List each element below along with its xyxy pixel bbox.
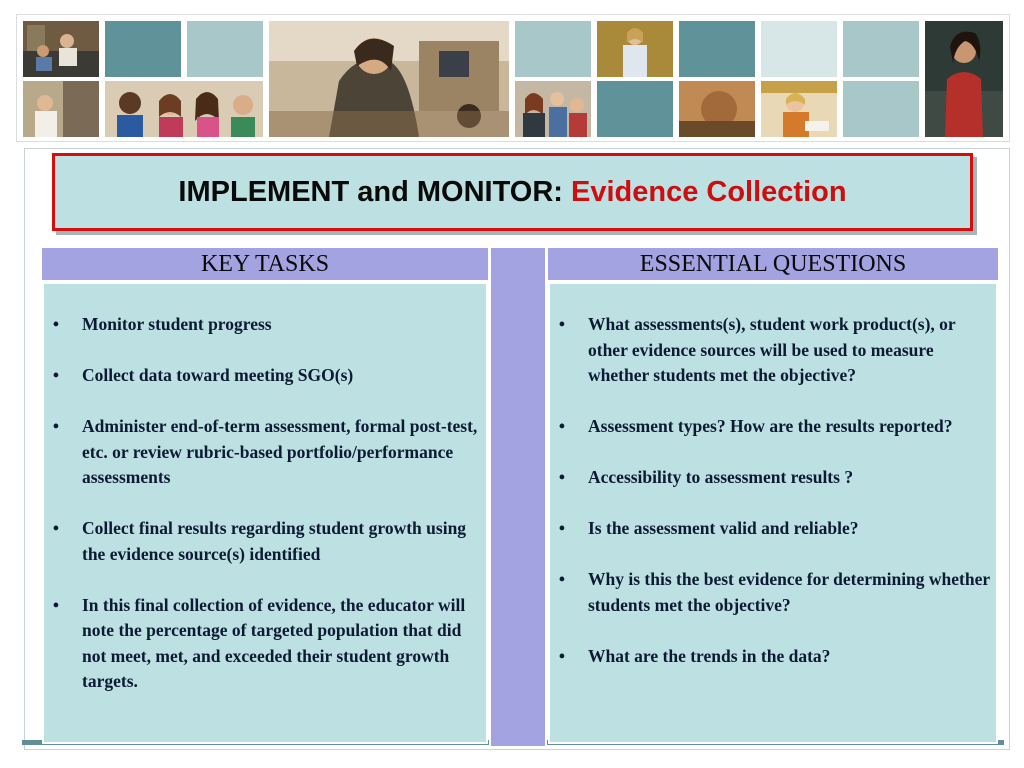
list-item-text: Accessibility to assessment results ? xyxy=(588,467,854,487)
banner-color-tile xyxy=(679,21,755,77)
list-item xyxy=(44,593,484,695)
student-photo xyxy=(23,81,99,137)
essential-questions-panel xyxy=(548,282,998,744)
list-item xyxy=(44,516,484,567)
column-divider xyxy=(489,248,547,746)
slide-title xyxy=(178,176,846,209)
list-item-text: Assessment types? How are the results reported? xyxy=(588,416,953,436)
bullet: • xyxy=(52,416,60,436)
banner-color-tile xyxy=(761,21,837,77)
bullet: • xyxy=(52,365,60,385)
list-item xyxy=(550,516,994,542)
bullet: • xyxy=(52,314,60,334)
students-in-library-photo xyxy=(23,21,99,77)
list-item xyxy=(44,312,484,338)
bullet: • xyxy=(52,518,60,538)
student-with-book-photo xyxy=(515,21,591,77)
list-item-text: Administer end-of-term assessment, formal post-test, etc. or review rubric-based portfolio/performance assessments xyxy=(82,416,478,487)
list-item-text: What assessments(s), student work product(s), or other evidence sources will be used to measure whether students met the objective? xyxy=(588,314,956,385)
bullet: • xyxy=(558,569,566,589)
list-item xyxy=(44,363,484,389)
banner-color-tile xyxy=(187,21,263,77)
bullet: • xyxy=(52,594,60,615)
essential-questions-list xyxy=(550,312,994,695)
teacher-standing-photo xyxy=(597,21,673,77)
key-tasks-header: KEY TASKS xyxy=(42,248,488,280)
bullet: • xyxy=(558,645,566,666)
list-item xyxy=(550,414,994,440)
bullet: • xyxy=(558,467,566,487)
title-accent: Evidence Collection xyxy=(571,175,847,208)
list-item xyxy=(550,465,994,491)
banner-color-tile xyxy=(597,81,673,137)
students-at-desk-photo xyxy=(515,81,591,137)
child-writing-photo xyxy=(761,81,837,137)
bullet: • xyxy=(558,416,566,436)
list-item-text: Is the assessment valid and reliable? xyxy=(588,518,859,538)
bullet: • xyxy=(558,314,566,334)
list-item-text: Collect final results regarding student growth using the evidence source(s) identified xyxy=(82,518,467,564)
essential-questions-header: ESSENTIAL QUESTIONS xyxy=(548,248,998,280)
title-main: IMPLEMENT and MONITOR: xyxy=(178,175,563,208)
key-tasks-list xyxy=(44,312,484,720)
list-item xyxy=(550,644,994,670)
key-tasks-panel xyxy=(42,282,488,744)
list-item-text: Collect data toward meeting SGO(s) xyxy=(82,365,354,385)
banner-color-tile xyxy=(843,81,919,137)
list-item xyxy=(550,567,994,618)
list-item xyxy=(550,312,994,389)
list-item-text: In this final collection of evidence, the educator will note the percentage of targeted population that did not meet, met, and exceeded their student growth targets. xyxy=(82,594,466,691)
students-group-photo xyxy=(105,81,263,137)
list-item-text: What are the trends in the data? xyxy=(588,645,831,666)
photo-banner xyxy=(16,14,1010,142)
title-box xyxy=(52,153,973,231)
classroom-teacher-photo xyxy=(269,21,509,137)
teacher-portrait-photo xyxy=(925,21,1003,137)
student-close-up-photo xyxy=(679,81,755,137)
list-item xyxy=(44,414,484,491)
banner-color-tile xyxy=(843,21,919,77)
list-item-text: Monitor student progress xyxy=(82,314,272,334)
list-item-text: Why is this the best evidence for determining whether students met the objective? xyxy=(588,569,990,615)
banner-color-tile xyxy=(105,21,181,77)
bullet: • xyxy=(558,518,566,538)
